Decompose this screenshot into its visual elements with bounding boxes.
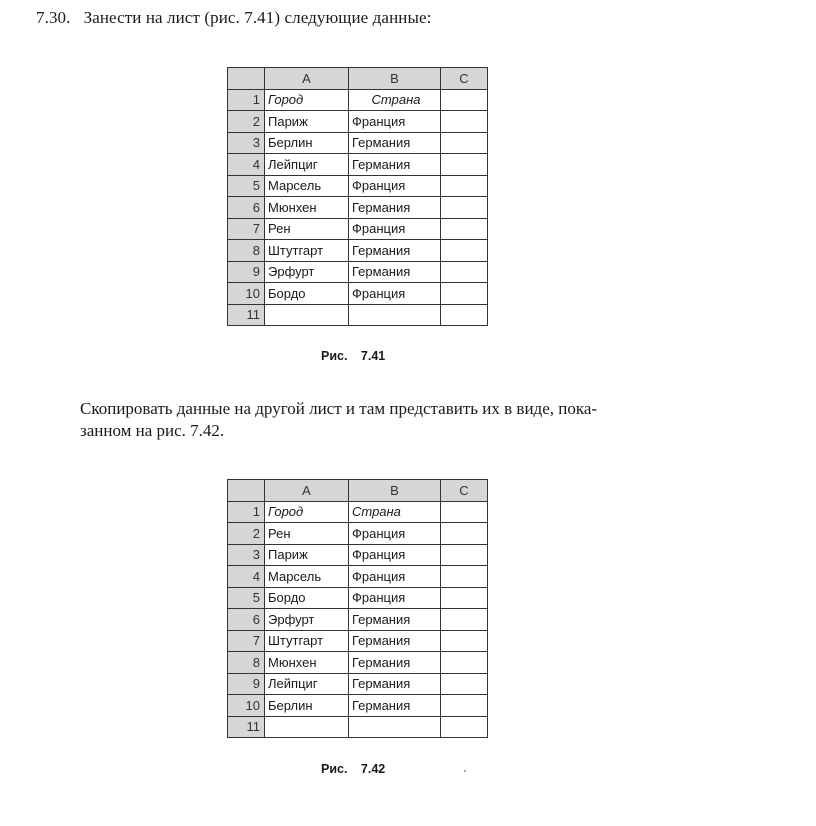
country-cell: Германия xyxy=(349,695,441,717)
row-number: 4 xyxy=(228,566,265,588)
column-header-row xyxy=(228,68,488,90)
header-cell-country: Страна xyxy=(349,501,441,523)
city-cell: Эрфурт xyxy=(265,261,349,283)
table-row xyxy=(228,523,488,545)
row-number: 7 xyxy=(228,218,265,240)
table-row xyxy=(228,240,488,262)
country-cell: Германия xyxy=(349,652,441,674)
city-cell: Мюнхен xyxy=(265,652,349,674)
country-cell: Германия xyxy=(349,132,441,154)
country-cell: Германия xyxy=(349,154,441,176)
empty-cell xyxy=(441,283,488,305)
country-cell: Германия xyxy=(349,261,441,283)
row-number: 1 xyxy=(228,501,265,523)
city-cell: Берлин xyxy=(265,695,349,717)
empty-row xyxy=(228,716,488,738)
empty-cell xyxy=(265,304,349,326)
row-number: 11 xyxy=(228,716,265,738)
figure-caption-7-41: Рис. 7.41 xyxy=(321,349,386,363)
city-cell: Штутгарт xyxy=(265,630,349,652)
country-cell: Германия xyxy=(349,673,441,695)
row-number: 1 xyxy=(228,89,265,111)
country-cell: Франция xyxy=(349,283,441,305)
city-cell: Берлин xyxy=(265,132,349,154)
city-cell: Рен xyxy=(265,218,349,240)
empty-cell xyxy=(441,609,488,631)
row-number: 2 xyxy=(228,523,265,545)
table-row xyxy=(228,197,488,219)
country-cell: Германия xyxy=(349,240,441,262)
row-number: 8 xyxy=(228,240,265,262)
row-number: 5 xyxy=(228,175,265,197)
empty-cell xyxy=(265,716,349,738)
instruction-text xyxy=(80,398,700,442)
empty-cell xyxy=(441,218,488,240)
table-row xyxy=(228,630,488,652)
country-cell: Германия xyxy=(349,630,441,652)
empty-cell xyxy=(441,544,488,566)
table-row xyxy=(228,609,488,631)
table-row xyxy=(228,132,488,154)
city-cell: Париж xyxy=(265,111,349,133)
empty-cell xyxy=(441,587,488,609)
row-number: 3 xyxy=(228,544,265,566)
city-cell: Эрфурт xyxy=(265,609,349,631)
task-text: Занести на лист (рис. 7.41) следующие данные: xyxy=(83,8,432,27)
empty-cell xyxy=(441,132,488,154)
empty-cell xyxy=(441,501,488,523)
table-row xyxy=(228,566,488,588)
row-number: 3 xyxy=(228,132,265,154)
city-cell: Рен xyxy=(265,523,349,545)
empty-cell xyxy=(441,89,488,111)
row-number: 10 xyxy=(228,695,265,717)
empty-cell xyxy=(441,695,488,717)
column-header-c: C xyxy=(441,68,488,90)
city-cell: Бордо xyxy=(265,283,349,305)
table-row xyxy=(228,175,488,197)
header-cell-city: Город xyxy=(265,89,349,111)
spreadsheet-figure-7-42 xyxy=(227,479,488,738)
row-number: 11 xyxy=(228,304,265,326)
empty-cell xyxy=(441,630,488,652)
header-cell-country: Страна xyxy=(349,89,441,111)
figure-caption-7-42: Рис. 7.42 xyxy=(321,762,386,776)
row-number: 7 xyxy=(228,630,265,652)
row-number: 5 xyxy=(228,587,265,609)
row-number: 10 xyxy=(228,283,265,305)
city-cell: Марсель xyxy=(265,175,349,197)
task-number: 7.30. xyxy=(36,8,71,27)
empty-cell xyxy=(441,716,488,738)
instruction-line-2: занном на рис. 7.42. xyxy=(80,421,225,440)
row-number: 6 xyxy=(228,197,265,219)
column-header-b: B xyxy=(349,480,441,502)
city-cell: Штутгарт xyxy=(265,240,349,262)
country-cell: Франция xyxy=(349,523,441,545)
city-cell: Мюнхен xyxy=(265,197,349,219)
column-header-b: B xyxy=(349,68,441,90)
empty-cell xyxy=(349,304,441,326)
column-header-a: A xyxy=(265,480,349,502)
empty-cell xyxy=(441,261,488,283)
country-cell: Франция xyxy=(349,111,441,133)
empty-cell xyxy=(441,304,488,326)
empty-cell xyxy=(441,154,488,176)
city-cell: Лейпциг xyxy=(265,154,349,176)
instruction-line-1: Скопировать данные на другой лист и там представить их в виде, пока- xyxy=(80,399,598,418)
empty-cell xyxy=(441,673,488,695)
row-number: 9 xyxy=(228,261,265,283)
row-number: 8 xyxy=(228,652,265,674)
table-row xyxy=(228,544,488,566)
column-header-c: C xyxy=(441,480,488,502)
column-header-a: A xyxy=(265,68,349,90)
empty-cell xyxy=(349,716,441,738)
country-cell: Франция xyxy=(349,218,441,240)
empty-row xyxy=(228,304,488,326)
country-cell: Франция xyxy=(349,175,441,197)
scan-speck xyxy=(464,770,466,772)
country-cell: Франция xyxy=(349,544,441,566)
country-cell: Германия xyxy=(349,609,441,631)
corner-cell xyxy=(228,480,265,502)
task-statement xyxy=(36,8,431,28)
empty-cell xyxy=(441,111,488,133)
city-cell: Бордо xyxy=(265,587,349,609)
country-cell: Германия xyxy=(349,197,441,219)
row-number: 2 xyxy=(228,111,265,133)
empty-cell xyxy=(441,197,488,219)
row-number: 9 xyxy=(228,673,265,695)
city-cell: Лейпциг xyxy=(265,673,349,695)
city-cell: Марсель xyxy=(265,566,349,588)
table-row xyxy=(228,218,488,240)
row-number: 4 xyxy=(228,154,265,176)
table-row xyxy=(228,154,488,176)
corner-cell xyxy=(228,68,265,90)
table-row xyxy=(228,261,488,283)
empty-cell xyxy=(441,652,488,674)
table-header-row xyxy=(228,89,488,111)
table-row xyxy=(228,652,488,674)
spreadsheet-figure-7-41 xyxy=(227,67,488,326)
empty-cell xyxy=(441,240,488,262)
table-row xyxy=(228,111,488,133)
table-row xyxy=(228,283,488,305)
header-cell-city: Город xyxy=(265,501,349,523)
table-header-row xyxy=(228,501,488,523)
table-row xyxy=(228,695,488,717)
empty-cell xyxy=(441,175,488,197)
country-cell: Франция xyxy=(349,587,441,609)
table-row xyxy=(228,673,488,695)
city-cell: Париж xyxy=(265,544,349,566)
empty-cell xyxy=(441,523,488,545)
empty-cell xyxy=(441,566,488,588)
country-cell: Франция xyxy=(349,566,441,588)
row-number: 6 xyxy=(228,609,265,631)
column-header-row xyxy=(228,480,488,502)
table-row xyxy=(228,587,488,609)
